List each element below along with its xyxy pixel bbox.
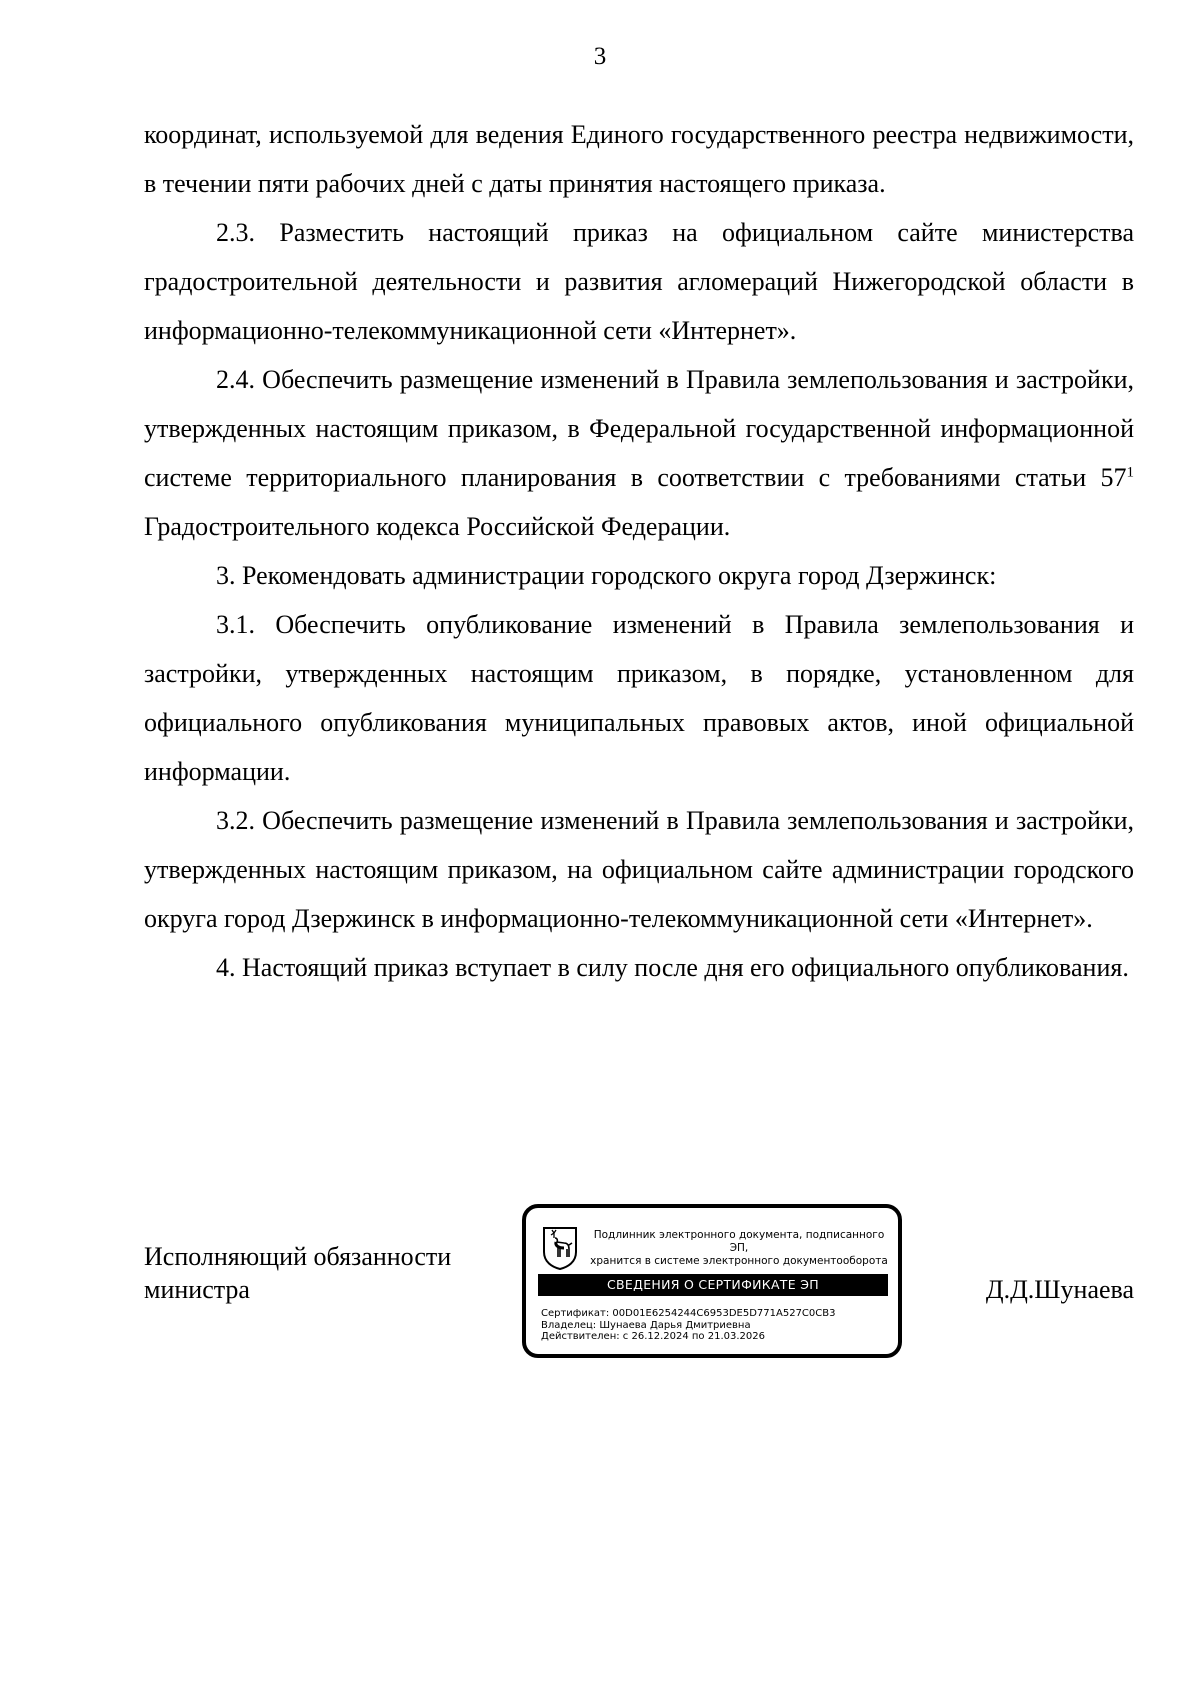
document-body	[144, 110, 1134, 992]
paragraph-3-1: 3.1. Обеспечить опубликование изменений в Правила землепользования и застройки, утвержденных настоящим приказом, в порядке, установленном для официального опубликования муниципальных правовых актов, иной официальной информации.	[144, 610, 1134, 786]
paragraph-3-2: 3.2. Обеспечить размещение изменений в Правила землепользования и застройки, утвержденных настоящим приказом, на официальном сайте администрации городского округа город Дзержинск в информационно-телекоммуникационной сети «Интернет».	[144, 806, 1134, 933]
signer-title-line2: министра	[144, 1275, 250, 1304]
stamp-header-line1: Подлинник электронного документа, подписанного ЭП,	[593, 1229, 885, 1254]
paragraph-3: 3. Рекомендовать администрации городского округа город Дзержинск:	[216, 561, 997, 590]
signer-name: Д.Д.Шунаева	[985, 1275, 1134, 1304]
page-number: 3	[593, 43, 607, 70]
certificate-validity: Действителен: с 26.12.2024 по 21.03.2026	[541, 1331, 765, 1342]
paragraph-2-4-text: 2.4. Обеспечить размещение изменений в Правила землепользования и застройки, утвержденных настоящим приказом, в Федеральной государственной информационной системе территориального планирования в соответствии с требованиями статьи 57	[144, 365, 1134, 492]
deer-emblem-icon	[542, 1226, 578, 1270]
signer-title-line1: Исполняющий обязанности	[144, 1242, 452, 1271]
paragraph-2-3: 2.3. Разместить настоящий приказ на официальном сайте министерства градостроительной деятельности и развития агломераций Нижегородской области в информационно-телекоммуникационной сети «Интернет».	[144, 218, 1134, 345]
certificate-info-bar: СВЕДЕНИЯ О СЕРТИФИКАТЕ ЭП	[538, 1274, 888, 1296]
stamp-header	[584, 1229, 894, 1268]
paragraph-continuation: координат, используемой для ведения Единого государственного реестра недвижимости, в течении пяти рабочих дней с даты принятия настоящего приказа.	[144, 120, 1134, 198]
paragraph-2-4-text-end: Градостроительного кодекса Российской Федерации.	[144, 512, 731, 541]
paragraph-4: 4. Настоящий приказ вступает в силу после дня его официального опубликования.	[216, 953, 1129, 982]
certificate-number: Сертификат: 00D01E6254244C6953DE5D771A527C0CB3	[541, 1308, 836, 1319]
electronic-signature-stamp	[522, 1204, 902, 1358]
article-superscript: 1	[1126, 464, 1134, 481]
paragraph-2-4	[144, 355, 1134, 551]
certificate-details	[541, 1308, 835, 1343]
certificate-owner: Владелец: Шунаева Дарья Дмитриевна	[541, 1319, 751, 1331]
signer-title	[144, 1240, 524, 1306]
stamp-header-line2: хранится в системе электронного документооборота	[590, 1255, 888, 1267]
